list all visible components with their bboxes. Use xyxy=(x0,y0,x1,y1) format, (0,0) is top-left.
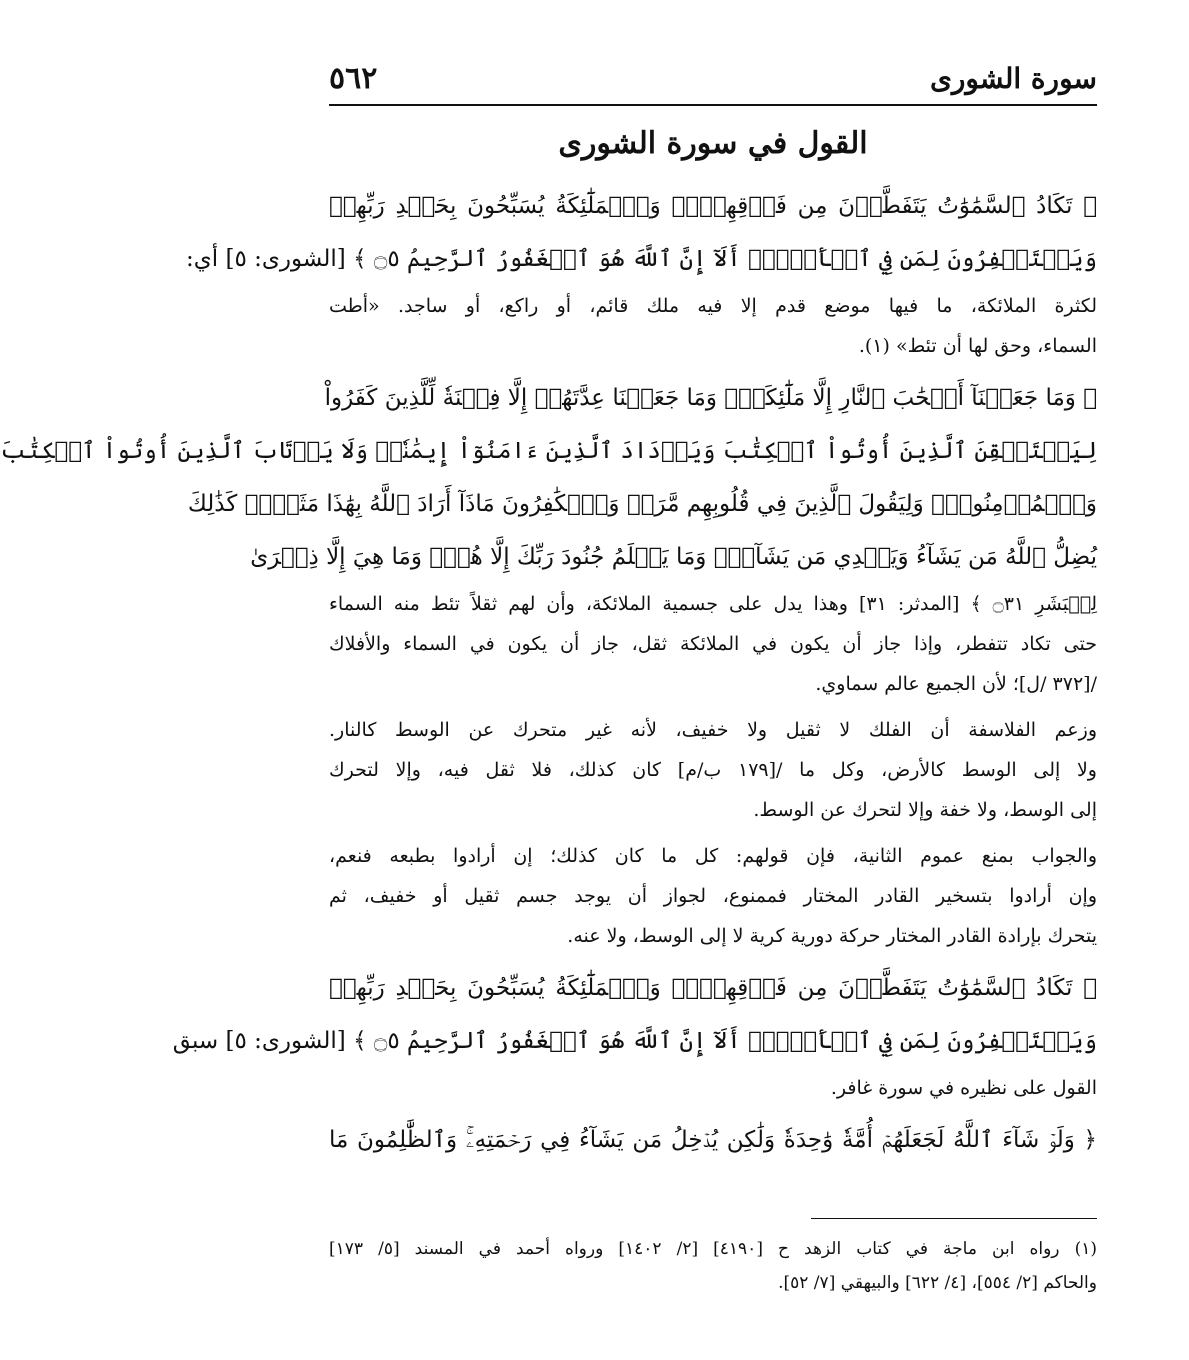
footnotes xyxy=(329,1232,1097,1300)
text-line: /[٣٧٢ /ل]؛ لأن الجميع عالم سماوي. xyxy=(815,673,1097,695)
text-line: لكثرة الملائكة، ما فيها موضع قدم إلا فيه ملك قائم، أو راكع، أو ساجد. «أطت xyxy=(329,295,1097,317)
quran-verse-line: وَيَسۡتَغۡفِرُونَ لِمَن فِي ٱلۡأَرۡضِۗ أَلَآ إِنَّ ٱللَّهَ هُوَ ٱلۡغَفُورُ ٱلرَّحِيمُ ۝٥ ﴾ [الشورى: ٥] سبق xyxy=(172,1028,1097,1054)
quran-verse-line: يُضِلُّ ٱللَّهُ مَن يَشَآءُ وَيَهۡدِي مَن يَشَآءُۚ وَمَا يَعۡلَمُ جُنُودَ رَبِّكَ إِلَّا هُوَۚ وَمَا هِيَ إِلَّا ذِكۡرَىٰ xyxy=(250,544,1097,570)
running-header xyxy=(329,52,1097,106)
body-text xyxy=(0,180,1097,1167)
chapter-title: القول في سورة الشورى xyxy=(558,126,868,161)
text-line: ولا إلى الوسط كالأرض، وكل ما /[١٧٩ ب/م] كان كذلك، فلا ثقل فيه، وإلا لتحرك xyxy=(329,759,1097,781)
footnote-line: (١) رواه ابن ماجة في كتاب الزهد ح [٤١٩٠] [٢/ ١٤٠٢] ورواه أحمد في المسند [٥/ ١٧٣] xyxy=(329,1239,1097,1259)
footnote-divider xyxy=(811,1218,1097,1219)
text-line: إلى الوسط، ولا خفة وإلا لتحرك عن الوسط. xyxy=(753,799,1097,821)
quran-verse-line: ﴿ وَلَوۡ شَآءَ ٱللَّهُ لَجَعَلَهُمۡ أُمَّةٗ وَٰحِدَةٗ وَلَٰكِن يُدۡخِلُ مَن يَشَآءُ فِي رَحۡمَتِهِۦۚ وَٱلظَّٰلِمُونَ مَا xyxy=(329,1127,1097,1153)
text-line: وزعم الفلاسفة أن الفلك لا ثقيل ولا خفيف، لأنه غير متحرك عن الوسط كالنار. xyxy=(329,719,1097,741)
quran-verse-line: وَيَسۡتَغۡفِرُونَ لِمَن فِي ٱلۡأَرۡضِۗ أَلَآ إِنَّ ٱللَّهَ هُوَ ٱلۡغَفُورُ ٱلرَّحِيمُ ۝٥ ﴾ [الشورى: ٥] أي: xyxy=(186,246,1097,272)
text-line: والجواب بمنع عموم الثانية، فإن قولهم: كل ما كان كذلك؛ إن أرادوا بطبعه فنعم، xyxy=(329,845,1097,867)
quran-verse-line: لِيَسۡتَيۡقِنَ ٱلَّذِينَ أُوتُواْ ٱلۡكِتَٰبَ وَيَزۡدَادَ ٱلَّذِينَ ءَامَنُوٓاْ إِيمَٰنٗاۙ وَلَا يَرۡتَابَ ٱلَّذِينَ أُوتُواْ ٱلۡكِتَٰبَ xyxy=(0,438,1097,464)
text-line: حتى تكاد تتفطر، وإذا جاز أن يكون في الملائكة ثقل، جاز أن يكون في السماء والأفلاك xyxy=(329,633,1097,655)
quran-verse-line: ﴿ وَمَا جَعَلۡنَآ أَصۡحَٰبَ ٱلنَّارِ إِلَّا مَلَٰٓئِكَةٗۙ وَمَا جَعَلۡنَا عِدَّتَهُمۡ إِلَّا فِتۡنَةٗ لِّلَّذِينَ كَفَرُواْ xyxy=(324,385,1097,411)
text-line: لِلۡبَشَرِ ۝٣١ ﴾ [المدثر: ٣١] وهذا يدل على جسمية الملائكة، وأن لهم ثقلاً تئط منه السماء xyxy=(329,593,1097,615)
text-line: يتحرك بإرادة القادر المختار حركة دورية كرية لا إلى الوسط، ولا عنه. xyxy=(567,925,1097,947)
quran-verse-line: ﴿ تَكَادُ ٱلسَّمَٰوَٰتُ يَتَفَطَّرۡنَ مِن فَوۡقِهِنَّۚ وَٱلۡمَلَٰٓئِكَةُ يُسَبِّحُونَ بِحَمۡدِ رَبِّهِمۡ xyxy=(329,193,1097,219)
text-line: القول على نظيره في سورة غافر. xyxy=(830,1077,1097,1099)
quran-verse-line: وَٱلۡمُؤۡمِنُونَۙ وَلِيَقُولَ ٱلَّذِينَ فِي قُلُوبِهِم مَّرَضٞ وَٱلۡكَٰفِرُونَ مَاذَآ أَرَادَ ٱللَّهُ بِهَٰذَا مَثَلٗاۚ كَذَٰلِكَ xyxy=(187,491,1097,517)
running-title: سورة الشورى xyxy=(929,61,1097,95)
text-line: وإن أرادوا بتسخير القادر المختار فممنوع، لجواز أن يوجد جسم ثقيل أو خفيف، ثم xyxy=(329,885,1097,907)
page-number: ٥٦٢ xyxy=(329,60,378,96)
quran-verse-line: ﴿ تَكَادُ ٱلسَّمَٰوَٰتُ يَتَفَطَّرۡنَ مِن فَوۡقِهِنَّۚ وَٱلۡمَلَٰٓئِكَةُ يُسَبِّحُونَ بِحَمۡدِ رَبِّهِمۡ xyxy=(329,975,1097,1001)
footnote-line: والحاكم [٢/ ٥٥٤]، [٤/ ٦٢٢] والبيهقي [٧/ ٥٢]. xyxy=(778,1273,1097,1293)
text-line: السماء، وحق لها أن تئط» (١). xyxy=(858,335,1097,357)
